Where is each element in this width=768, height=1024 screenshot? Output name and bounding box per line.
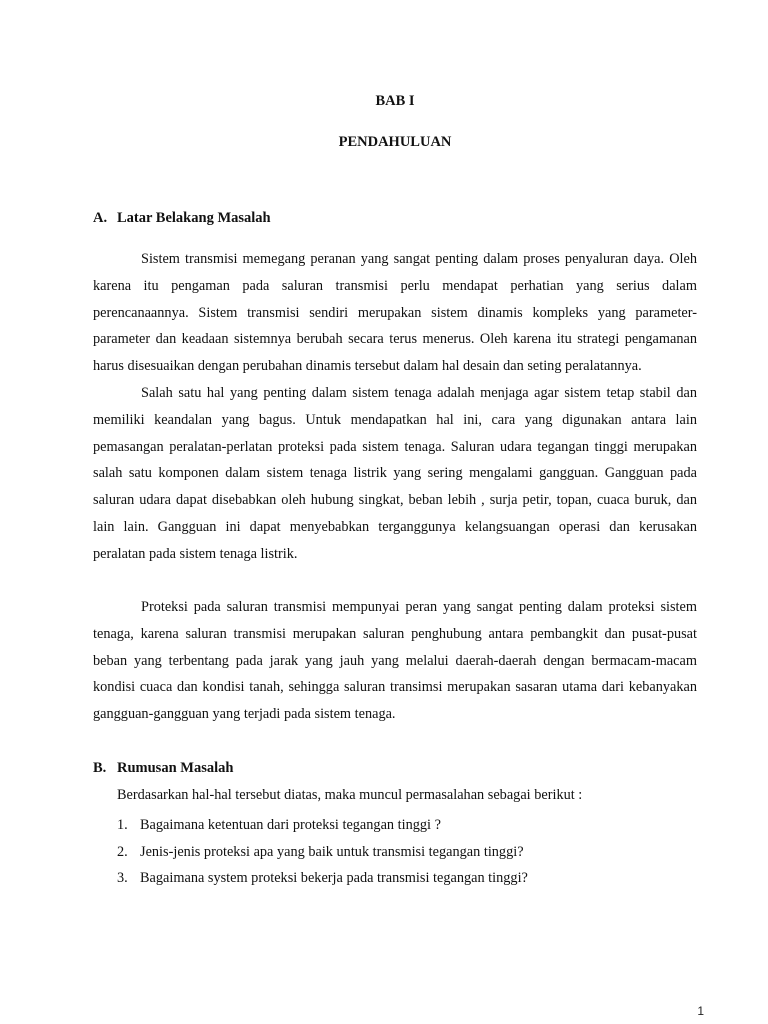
list-item bbox=[117, 839, 528, 866]
section-a-body-2 bbox=[93, 594, 697, 728]
section-b-heading bbox=[93, 760, 233, 777]
problem-list bbox=[117, 812, 528, 892]
paragraph-2: Salah satu hal yang penting dalam sistem tenaga adalah menjaga agar sistem tetap stabil dan memiliki keandalan yang bagus. Untuk mendapatkan hal ini, cara yang digunakan antara lain pemasangan peralatan-perlatan proteksi pada sistem tenaga. Saluran udara tegangan tinggi merupakan salah satu komponen dalam sistem tenaga listrik yang sering mengalami gangguan. Gangguan pada saluran udara dapat disebabkan oleh hubung singkat, beban lebih , surja petir, topan, cuaca buruk, dan lain lain. Gangguan ini dapat menyebabkan terganggunya kelangsuangan operasi dan kerusakan peralatan pada sistem tenaga listrik. bbox=[93, 384, 697, 562]
section-a-title: Latar Belakang Masalah bbox=[117, 210, 271, 226]
section-a-heading bbox=[93, 210, 271, 227]
section-b-intro: Berdasarkan hal-hal tersebut diatas, maka muncul permasalahan sebagai berikut : bbox=[117, 787, 583, 803]
list-item-number: 3. bbox=[117, 870, 128, 886]
list-item bbox=[117, 865, 528, 892]
chapter-label: BAB I bbox=[375, 93, 415, 109]
page-number: 1 bbox=[697, 1004, 704, 1018]
section-b-title: Rumusan Masalah bbox=[117, 760, 234, 776]
section-a-number: A. bbox=[93, 210, 108, 226]
list-item-text: Bagaimana ketentuan dari proteksi tegangan tinggi ? bbox=[140, 817, 441, 833]
list-item-number: 1. bbox=[117, 817, 128, 833]
chapter-title: PENDAHULUAN bbox=[338, 134, 452, 150]
list-item bbox=[117, 812, 528, 839]
list-item-text: Bagaimana system proteksi bekerja pada transmisi tegangan tinggi? bbox=[140, 870, 528, 886]
section-b-number: B. bbox=[93, 760, 107, 776]
list-item-number: 2. bbox=[117, 843, 128, 860]
paragraph-3: Proteksi pada saluran transmisi mempunyai peran yang sangat penting dalam proteksi sistem tenaga, karena saluran transmisi merupakan saluran penghubung antara pembangkit dan pusat-pusat beban yang terbentang pada jarak yang jauh yang melalui daerah-daerah dengan bermacam-macam kondisi cuaca dan kondisi tanah, sehingga saluran transimsi merupakan sasaran utama dari kebanyakan gangguan-gangguan yang terjadi pada sistem tenaga. bbox=[93, 599, 697, 723]
paragraph-1: Sistem transmisi memegang peranan yang sangat penting dalam proses penyaluran daya. Oleh karena itu pengaman pada saluran transmisi perlu mendapat perhatian yang serius dalam perencanaannya. Sistem transmisi sendiri merupakan sistem dinamis kompleks yang parameter-parameter dan keadaan sistemnya berubah secara terus menerus. Oleh karena itu strategi pengamanan harus disesuaikan dengan perubahan dinamis tersebut dalam hal desain dan seting peralatannya. bbox=[93, 251, 697, 375]
section-a-body-1 bbox=[93, 246, 697, 568]
list-item-text: Jenis-jenis proteksi apa yang baik untuk transmisi tegangan tinggi? bbox=[140, 843, 524, 860]
